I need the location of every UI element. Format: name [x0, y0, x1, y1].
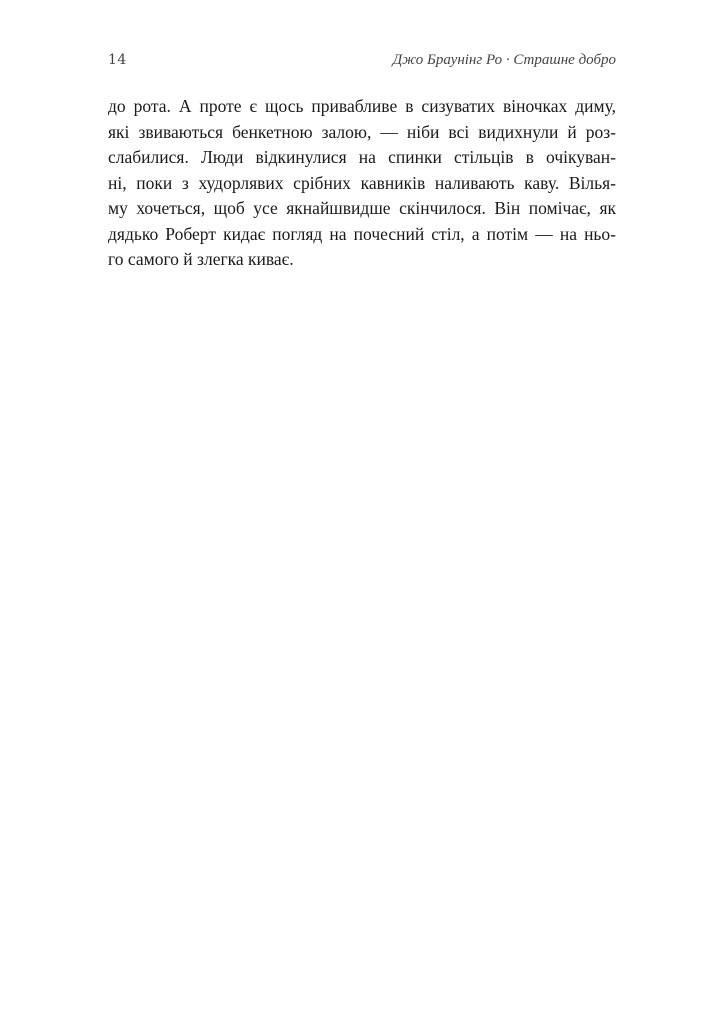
text-line: до рота. А проте є щось привабливе в сизуватих віночках диму,: [108, 96, 616, 116]
text-line: слабилися. Люди відкинулися на спинки стільців в очікуван-: [108, 147, 616, 167]
body-paragraph: [108, 94, 616, 273]
running-title: Джо Браунінг Ро · Страшне добро: [392, 52, 616, 68]
text-line: му хочеться, щоб усе якнайшвидше скінчилося. Він помічає, як: [108, 198, 616, 218]
page-number: 14: [108, 52, 127, 68]
text-line: які звиваються бенкетною залою, — ніби всі видихнули й роз-: [108, 121, 616, 142]
running-header: [108, 52, 616, 74]
text-line: ні, поки з худорлявих срібних кавників наливають каву. Вілья-: [108, 172, 616, 193]
text-line: дядько Роберт кидає погляд на почесний стіл, а потім — на ньо-: [108, 223, 616, 244]
text-line: го самого й злегка киває.: [108, 249, 294, 269]
